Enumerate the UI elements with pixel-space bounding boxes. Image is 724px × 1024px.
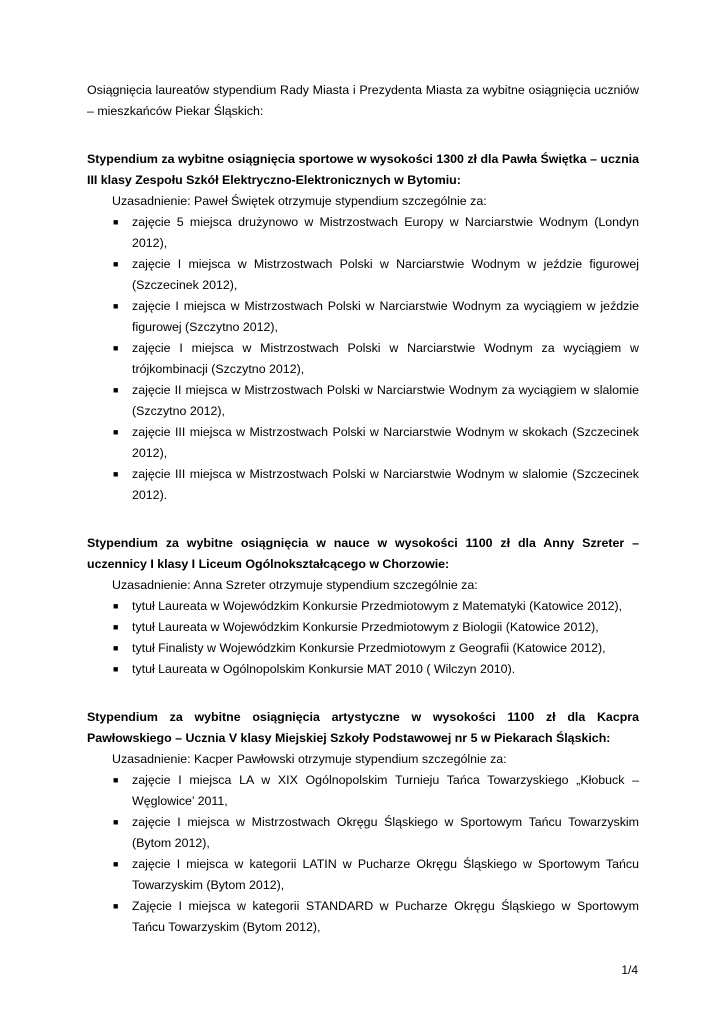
bullet-icon: ■ <box>113 217 119 227</box>
section-lead: Uzasadnienie: Anna Szreter otrzymuje stypendium szczególnie za: <box>112 578 478 592</box>
list-item: ■ zajęcie I miejsca w Mistrzostwach Okręgu Śląskiego w Sportowym Tańcu Towarzyskim (Bytom 2012), <box>87 812 639 854</box>
bullet-icon: ■ <box>113 901 119 911</box>
bullet-icon: ■ <box>113 817 119 827</box>
bullet-icon: ■ <box>113 301 119 311</box>
achievement-list <box>87 770 639 938</box>
section-heading: Stypendium za wybitne osiągnięcia sportowe w wysokości 1300 zł dla Pawła Świętka – ucznia III klasy Zespołu Szkół Elektryczno-Elektronicznych w Bytomiu: <box>87 152 639 187</box>
bullet-icon: ■ <box>113 643 119 653</box>
list-item: ■ Zajęcie I miejsca w kategorii STANDARD w Pucharze Okręgu Śląskiego w Sportowym Tańcu Towarzyskim (Bytom 2012), <box>87 896 639 938</box>
bullet-icon: ■ <box>113 664 119 674</box>
list-item: ■ tytuł Laureata w Wojewódzkim Konkursie Przedmiotowym z Biologii (Katowice 2012), <box>87 617 639 638</box>
list-item: ■ zajęcie 5 miejsca drużynowo w Mistrzostwach Europy w Narciarstwie Wodnym (Londyn 2012), <box>87 212 639 254</box>
section-heading: Stypendium za wybitne osiągnięcia artystyczne w wysokości 1100 zł dla Kacpra Pawłowskiego – Ucznia V klasy Miejskiej Szkoły Podstawowej nr 5 w Piekarach Śląskich: <box>87 710 639 745</box>
achievement-list <box>87 212 639 506</box>
bullet-icon: ■ <box>113 343 119 353</box>
intro-paragraph: Osiągnięcia laureatów stypendium Rady Miasta i Prezydenta Miasta za wybitne osiągnięcia uczniów – mieszkańców Piekar Śląskich: <box>87 83 639 118</box>
list-item: ■ zajęcie III miejsca w Mistrzostwach Polski w Narciarstwie Wodnym w slalomie (Szczecinek 2012). <box>87 464 639 506</box>
list-item: ■ zajęcie III miejsca w Mistrzostwach Polski w Narciarstwie Wodnym w skokach (Szczecinek 2012), <box>87 422 639 464</box>
bullet-icon: ■ <box>113 775 119 785</box>
bullet-icon: ■ <box>113 601 119 611</box>
list-item: ■ zajęcie I miejsca w Mistrzostwach Polski w Narciarstwie Wodnym za wyciągiem w jeździe figurowej (Szczytno 2012), <box>87 296 639 338</box>
section-lead: Uzasadnienie: Paweł Świętek otrzymuje stypendium szczególnie za: <box>112 194 487 208</box>
bullet-icon: ■ <box>113 469 119 479</box>
list-item: ■ zajęcie II miejsca w Mistrzostwach Polski w Narciarstwie Wodnym za wyciągiem w slalomie (Szczytno 2012), <box>87 380 639 422</box>
list-item: ■ zajęcie I miejsca LA w XIX Ogólnopolskim Turnieju Tańca Towarzyskiego „Kłobuck – Węglowice’ 2011, <box>87 770 639 812</box>
bullet-icon: ■ <box>113 385 119 395</box>
list-item: ■ zajęcie I miejsca w Mistrzostwach Polski w Narciarstwie Wodnym w jeździe figurowej (Szczecinek 2012), <box>87 254 639 296</box>
list-item: ■ tytuł Laureata w Wojewódzkim Konkursie Przedmiotowym z Matematyki (Katowice 2012), <box>87 596 639 617</box>
section-lead: Uzasadnienie: Kacper Pawłowski otrzymuje stypendium szczególnie za: <box>112 752 507 766</box>
page-number: 1/4 <box>621 963 638 977</box>
list-item: ■ zajęcie I miejsca w Mistrzostwach Polski w Narciarstwie Wodnym za wyciągiem w trójkombinacji (Szczytno 2012), <box>87 338 639 380</box>
list-item: ■ tytuł Laureata w Ogólnopolskim Konkursie MAT 2010 ( Wilczyn 2010). <box>87 659 639 680</box>
list-item: ■ zajęcie I miejsca w kategorii LATIN w Pucharze Okręgu Śląskiego w Sportowym Tańcu Towarzyskim (Bytom 2012), <box>87 854 639 896</box>
document-page <box>87 80 639 938</box>
achievement-list <box>87 596 639 680</box>
section-sport <box>87 149 639 506</box>
bullet-icon: ■ <box>113 427 119 437</box>
bullet-icon: ■ <box>113 622 119 632</box>
section-art <box>87 707 639 938</box>
bullet-icon: ■ <box>113 259 119 269</box>
section-science <box>87 533 639 680</box>
list-item: ■ tytuł Finalisty w Wojewódzkim Konkursie Przedmiotowym z Geografii (Katowice 2012), <box>87 638 639 659</box>
bullet-icon: ■ <box>113 859 119 869</box>
section-heading: Stypendium za wybitne osiągnięcia w nauce w wysokości 1100 zł dla Anny Szreter –uczennicy I klasy I Liceum Ogólnokształcącego w Chorzowie: <box>87 536 639 571</box>
